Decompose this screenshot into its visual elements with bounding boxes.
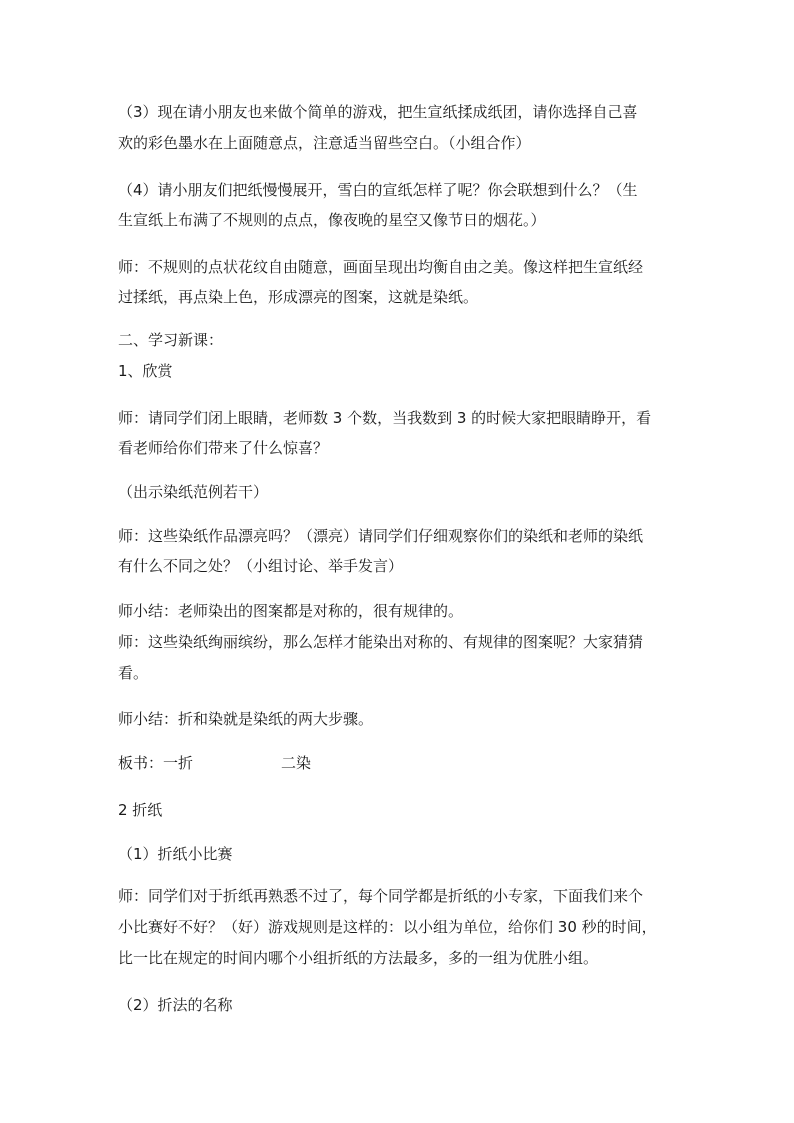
- paragraph-line: 小比赛好不好？（好）游戏规则是这样的：以小组为单位，给你们 30 秒的时间，: [118, 918, 657, 936]
- paragraph-line: 师小结：折和染就是染纸的两大步骤。: [118, 710, 374, 728]
- board-second: 二染: [281, 754, 312, 772]
- section-heading: 二、学习新课：: [118, 331, 224, 349]
- paragraph-line: 看。: [118, 664, 149, 682]
- paragraph-line: 有什么不同之处？（小组讨论、举手发言）: [118, 557, 404, 575]
- paragraph-line: 师小结：老师染出的图案都是对称的，很有规律的。: [118, 602, 464, 620]
- paragraph-line: 生宣纸上布满了不规则的点点，像夜晚的星空又像节日的烟花。）: [118, 211, 546, 229]
- board-label: 板书：一折: [118, 754, 194, 772]
- paragraph-line: （1）折纸小比赛: [118, 845, 233, 863]
- paragraph-line: （3）现在请小朋友也来做个简单的游戏，把生宣纸揉成纸团，请你选择自己喜: [118, 103, 638, 121]
- paragraph-line: 师：不规则的点状花纹自由随意，画面呈现出均衡自由之美。像这样把生宣纸经: [118, 258, 644, 276]
- board-writing: [118, 753, 688, 773]
- paragraph-line: （出示染纸范例若干）: [118, 483, 269, 501]
- paragraph-line: （4）请小朋友们把纸慢慢展开，雪白的宣纸怎样了呢？你会联想到什么？（生: [118, 181, 638, 199]
- subsection-heading: 1、欣赏: [118, 362, 173, 380]
- paragraph-line: 师：这些染纸绚丽缤纷，那么怎样才能染出对称的、有规律的图案呢？大家猜猜: [118, 633, 644, 651]
- paragraph-line: （2）折法的名称: [118, 996, 233, 1014]
- paragraph-line: 过揉纸，再点染上色，形成漂亮的图案，这就是染纸。: [118, 288, 479, 306]
- paragraph-line: 欢的彩色墨水在上面随意点，注意适当留些空白。（小组合作）: [118, 134, 531, 152]
- paragraph-line: 看老师给你们带来了什么惊喜？: [118, 439, 329, 457]
- paragraph-line: 比一比在规定的时间内哪个小组折纸的方法最多，多的一组为优胜小组。: [118, 949, 599, 967]
- subsection-heading: 2 折纸: [118, 801, 163, 819]
- paragraph-line: 师：同学们对于折纸再熟悉不过了，每个同学都是折纸的小专家，下面我们来个: [118, 887, 644, 905]
- paragraph-line: 师：这些染纸作品漂亮吗？（漂亮）请同学们仔细观察你们的染纸和老师的染纸: [118, 527, 644, 545]
- paragraph-line: 师：请同学们闭上眼睛，老师数 3 个数，当我数到 3 的时候大家把眼睛睁开，看: [118, 409, 652, 427]
